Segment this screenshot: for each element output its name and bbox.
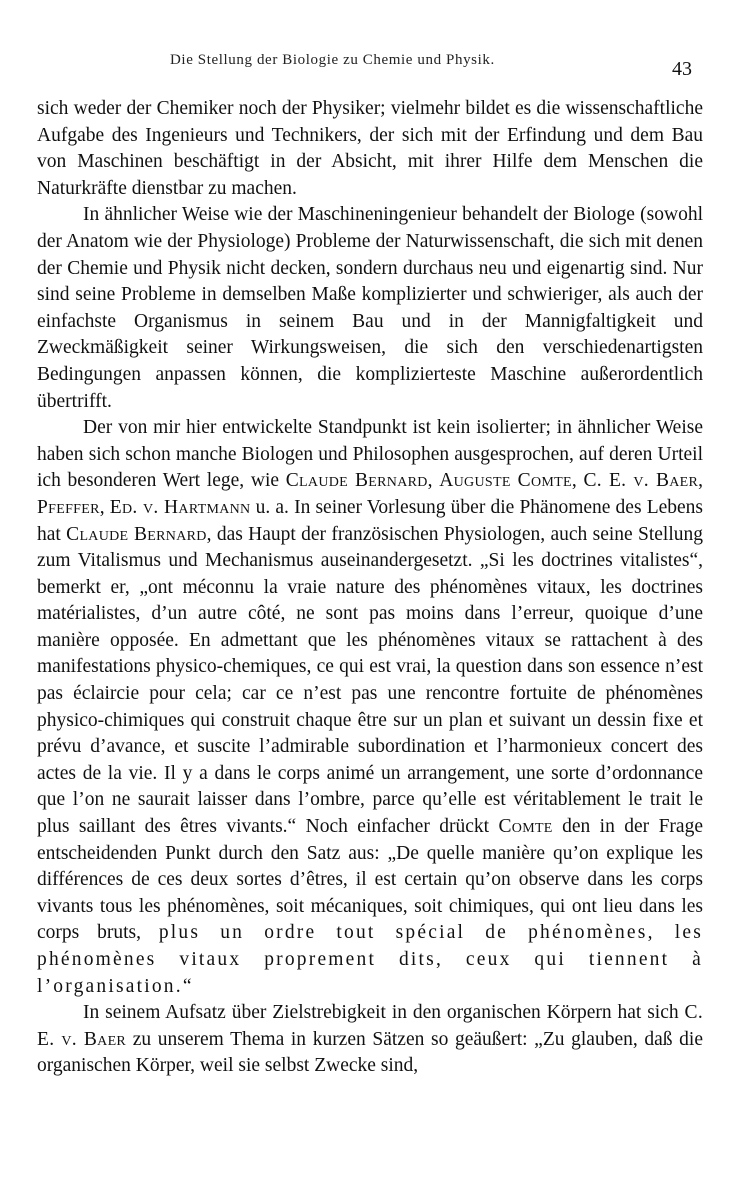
paragraph-3-text-a: Der von mir hier entwickelte Standpunkt ist kein isolierter; in ähnlicher Weise haben sich schon manche Biologen und Philosophen ausgesprochen, auf deren Urteil ich besonderen Wert lege, wie — [37, 417, 703, 492]
running-title: Die Stellung der Biologie zu Chemie und Physik. — [170, 52, 495, 68]
paragraph-3-text-c: , das Haupt der französischen Physiologen, auch seine Stellung zum Vitalismus und Mechanismus auseinandergesetzt. „Si les doctrines vitalistes“, bemerkt er, „ont méconnu la vraie nature des phénomènes vitaux, les doctrines matérialistes, d’un autre côté, ne sont pas moins dans l’erreur, quoique d’une manière opposée. En admettant que les phénomènes vitaux se rattachent à des manifestations physico-chemiques, ce qui est vrai, la question dans son essence n’est pas éclaircie pour cela; car ce n’est pas une rencontre fortuite de phénomènes physico-chimiques qui construit chaque être sur un plan et suivant un dessin fixe et prévu d’avance, et suscite l’admirable subordination et l’harmonieux concert des actes de la vie. Il y a dans le corps animé un arrangement, une sorte d’ordonnance que l’on ne saurait laisser dans l’ombre, parce qu’elle est véritablement le trait le plus saillant des êtres vivants.“ Noch einfacher drückt — [37, 523, 703, 838]
page-header — [0, 52, 731, 82]
author-name-hartmann: Ed. v. Hartmann — [109, 496, 251, 518]
body-text — [37, 96, 703, 1080]
closing-quote: “ — [182, 975, 192, 997]
paragraph-4-text-b: zu unserem Thema in kurzen Sätzen so geäußert: „Zu glauben, daß die organischen Körper, weil sie selbst Zwecke sind, — [37, 1028, 703, 1077]
author-name-claude-bernard: Claude Bernard — [66, 523, 207, 545]
author-name-auguste-comte: Auguste Comte — [439, 470, 572, 492]
separator: , — [571, 470, 584, 492]
author-name-baer: C. E. v. Baer — [583, 470, 699, 492]
separator: , — [99, 496, 110, 518]
spaced-quote: plus un ordre tout spécial de phénomènes, les phénomènes vitaux proprement dits, ceux qui tiennent à l’organisation. — [37, 922, 703, 997]
paragraph-3-text-b: u. a. In seiner Vorlesung über die Phänomene des Lebens hat — [37, 496, 704, 545]
author-name-comte: Comte — [498, 816, 553, 838]
separator: , — [427, 470, 440, 492]
paragraph-4-text-a: In seinem Aufsatz über Zielstrebigkeit in den organischen Körpern hat sich — [83, 1002, 685, 1024]
page-number: 43 — [672, 58, 692, 80]
paragraph-4 — [37, 1000, 703, 1080]
author-name-pfeffer: Pfeffer — [37, 496, 100, 518]
paragraph-2: In ähnlicher Weise wie der Maschineningenieur behandelt der Biologe (sowohl der Anatom wie der Physiologe) Probleme der Naturwissenschaft, die sich mit denen der Chemie und Physik nicht decken, sondern durchaus neu und eigenartig sind. Nur sind seine Probleme in demselben Maße komplizierter und schwieriger, als auch der einfachste Organismus in seinem Bau und in der Mannigfaltigkeit und Zweckmäßigkeit seiner Wirkungsweisen, die sich den verschiedenartigsten Bedingungen anpassen können, die komplizierteste Maschine außerordentlich übertrifft. — [37, 204, 703, 412]
paragraph-1: sich weder der Chemiker noch der Physiker; vielmehr bildet es die wissenschaftliche Aufgabe des Ingenieurs und Technikers, der sich mit der Erfindung und dem Bau von Maschinen beschäftigt in der Absicht, mit ihrer Hilfe dem Menschen die Naturkräfte dienstbar zu machen. — [37, 98, 703, 199]
author-name-baer: C. E. v. Baer — [37, 1002, 703, 1050]
author-name-claude-bernard: Claude Bernard — [285, 470, 428, 492]
paragraph-3 — [37, 415, 703, 1000]
paragraph-3-text-d: den in der Frage entscheidenden Punkt durch den Satz aus: „De quelle manière qu’on explique les différences de ces deux sortes d’êtres, il est certain qu’on observe dans les corps vivants tous les phénomènes, soit mécaniques, soit chimiques, qui ont lieu dans les corps bruts, — [37, 816, 703, 944]
separator: , — [698, 470, 704, 492]
